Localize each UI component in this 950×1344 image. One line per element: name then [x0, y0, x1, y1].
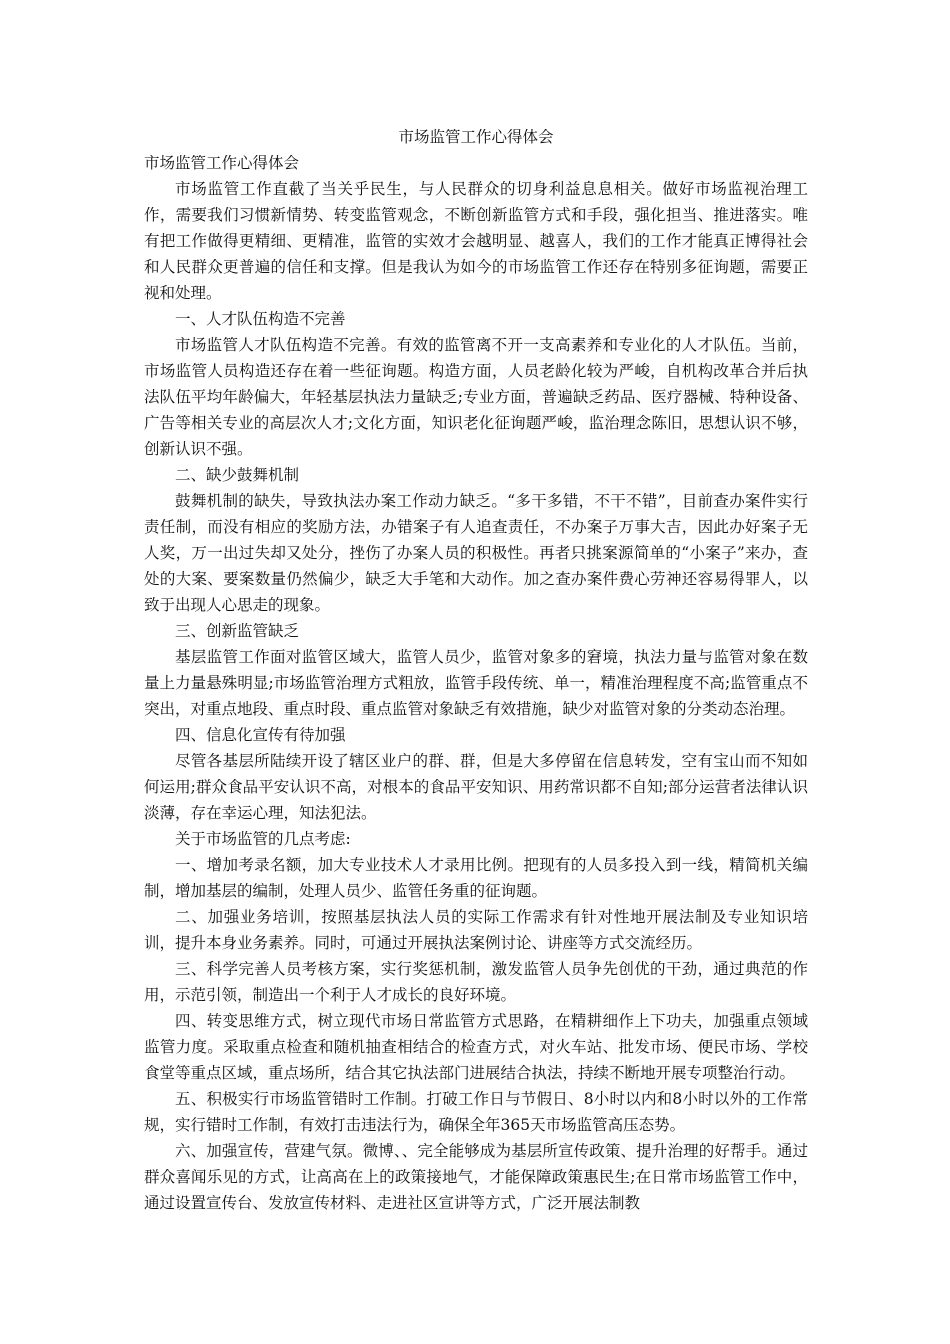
suggestions-heading: 关于市场监管的几点考虑: — [175, 830, 351, 848]
section3-paragraph: 基层监管工作面对监管区域大，监管人员少，监管对象多的窘境，执法力量与监管对象在数量上力量悬殊明显;市场监管治理方式粗放，监管手段传统、单一，精准治理程度不高;监管重点不突出，对重点地段、重点时段、重点监管对象缺乏有效措施，缺少对监管对象的分类动态治理。 — [144, 648, 808, 718]
document-page — [144, 124, 808, 1216]
section3-heading: 三、创新监管缺乏 — [175, 622, 300, 640]
section2-heading: 二、缺少鼓舞机制 — [175, 466, 300, 484]
section4-paragraph: 尽管各基层所陆续开设了辖区业户的群、群，但是大多停留在信息转发，空有宝山而不知如何运用;群众食品平安认识不高，对根本的食品平安知识、用药常识都不自知;部分运营者法律认识淡薄，存在幸运心理，知法犯法。 — [144, 752, 808, 822]
section2-paragraph: 鼓舞机制的缺失，导致执法办案工作动力缺乏。“多干多错，不干不错”，目前查办案件实行责任制，而没有相应的奖励方法，办错案子有人追查责任，不办案子万事大吉，因此办好案子无人奖，万一出过失却又处分，挫伤了办案人员的积极性。再者只挑案源简单的“小案子”来办，查处的大案、要案数量仍然偏少，缺乏大手笔和大动作。加之查办案件费心劳神还容易得罪人，以致于出现人心思走的现象。 — [144, 492, 808, 614]
suggestion-paragraph-4: 四、转变思维方式，树立现代市场日常监管方式思路，在精耕细作上下功夫，加强重点领域监管力度。采取重点检查和随机抽查相结合的检查方式，对火车站、批发市场、便民市场、学校食堂等重点区域，重点场所，结合其它执法部门进展结合执法，持续不断地开展专项整治行动。 — [144, 1012, 808, 1082]
section4-heading: 四、信息化宣传有待加强 — [175, 726, 346, 744]
suggestion-paragraph-2: 二、加强业务培训，按照基层执法人员的实际工作需求有针对性地开展法制及专业知识培训，提升本身业务素养。同时，可通过开展执法案例讨论、讲座等方式交流经历。 — [144, 908, 808, 952]
suggestion-paragraph-6: 六、加强宣传，营建气氛。微博、、完全能够成为基层所宣传政策、提升治理的好帮手。通过群众喜闻乐见的方式，让高高在上的政策接地气，才能保障政策惠民生;在日常市场监管工作中，通过设置宣传台、发放宣传材料、走进社区宣讲等方式，广泛开展法制教 — [144, 1142, 808, 1212]
section1-heading: 一、人才队伍构造不完善 — [175, 310, 346, 328]
intro-paragraph: 市场监管工作直截了当关乎民生，与人民群众的切身利益息息相关。做好市场监视治理工作，需要我们习惯新情势、转变监管观念，不断创新监管方式和手段，强化担当、推进落实。唯有把工作做得更精细、更精准，监管的实效才会越明显、越喜人，我们的工作才能真正博得社会和人民群众更普遍的信任和支撑。但是我认为如今的市场监管工作还存在特别多征询题，需要正视和处理。 — [144, 180, 808, 302]
section1-paragraph: 市场监管人才队伍构造不完善。有效的监管离不开一支高素养和专业化的人才队伍。当前，市场监管人员构造还存在着一些征询题。构造方面，人员老龄化较为严峻，自机构改革合并后执法队伍平均年龄偏大，年轻基层执法力量缺乏;专业方面，普遍缺乏药品、医疗器械、特种设备、广告等相关专业的高层次人才;文化方面，知识老化征询题严峻，监治理念陈旧，思想认识不够，创新认识不强。 — [144, 336, 808, 458]
suggestion-paragraph-5: 五、积极实行市场监管错时工作制。打破工作日与节假日、8小时以内和8小时以外的工作常规，实行错时工作制，有效打击违法行为，确保全年365天市场监管高压态势。 — [144, 1090, 808, 1134]
document-subtitle: 市场监管工作心得体会 — [144, 154, 300, 172]
suggestion-paragraph-1: 一、增加考录名额，加大专业技术人才录用比例。把现有的人员多投入到一线，精简机关编制，增加基层的编制，处理人员少、监管任务重的征询题。 — [144, 856, 808, 900]
document-title: 市场监管工作心得体会 — [398, 128, 554, 146]
suggestion-paragraph-3: 三、科学完善人员考核方案，实行奖惩机制，激发监管人员争先创优的干劲，通过典范的作用，示范引领，制造出一个利于人才成长的良好环境。 — [144, 960, 808, 1004]
